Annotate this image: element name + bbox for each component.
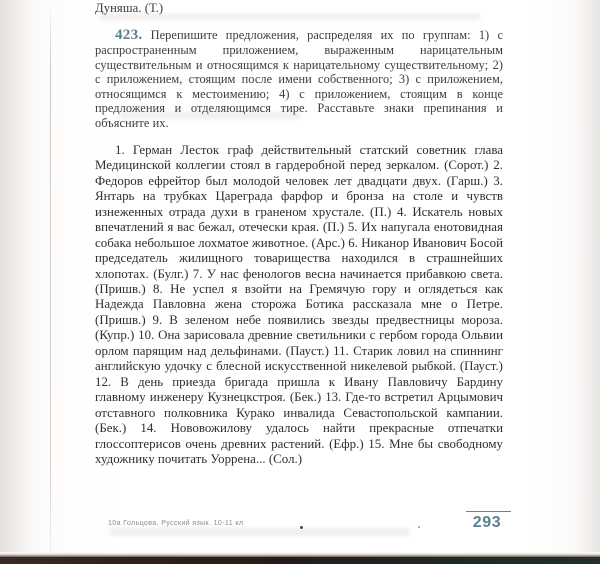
textbook-signature-caption: 10а Гольцова. Русский язык. 10-11 кл bbox=[108, 519, 244, 527]
exercise-instruction-text: Перепишите предложения, распределяя их по группам: 1) с распространенным приложением, выраженным нарицательным существительным и относящимся к нарицательному существительному; 2) с приложением, стоящим после имени собственного; 3) с приложением, относящимся к местоимению; 4) с приложением, стоящим в конце предложения и отделяющимся тире. Расставьте знаки препинания и объясните их. bbox=[95, 28, 503, 130]
exercise-423 bbox=[95, 28, 503, 467]
page-footer bbox=[95, 511, 507, 537]
page-number: 293 bbox=[472, 514, 502, 532]
book-gutter-line bbox=[50, 0, 51, 552]
exercise-number: 423. bbox=[115, 26, 143, 44]
footer-dot-icon bbox=[418, 526, 420, 528]
page-text-column bbox=[95, 0, 503, 480]
page-number-block bbox=[463, 511, 511, 531]
exercise-sentences: 1. Герман Лесток граф действительный статский советник глава Медицинской коллегии стоял в гардеробной перед зеркалом. (Сорот.) 2. Федоров ефрейтор был молодой человек лет двадцати двух. (Гарш.) 3. Янтарь на трубках Цареграда фарфор и бронза на столе и чувств изнеженных отрада духи в граненом хрустале. (П.) 4. Искатель новых впечатлений я вас бежал, отечески края. (П.) 5. Их напугала енотовидная собака небольшое лохматое животное. (Арс.) 6. Никанор Иванович Босой председатель жилищного товарищества находился в страшнейших хлопотах. (Булг.) 7. У нас фенологов весна начинается прибавкою света. (Пришв.) 8. Не успел я взойти на Гремячую гору и оглядеться как Надежда Павловна жена сторожа Ботика рассказала мне о Петре. (Пришв.) 9. В зеленом небе появились звезды предвестницы мороза. (Купр.) 10. Она зарисовала древние светильники с гербом города Ольвии орлом парящим над дельфинами. (Пауст.) 11. Старик ловил на спиннинг английскую удочку с блесной искусственной никелевой рыбкой. (Пауст.) 12. В день приезда бригада пришла к Ивану Павловичу Бардину главному инженеру Кузнецкстроя. (Бек.) 13. Где-то встретил Арцымович отставного полковника Курако инвалида Севастопольской кампании. (Бек.) 14. Нововожилову удалось найти прекрасные отпечатки глоссоптерисов очень древних растений. (Ефр.) 15. Мне бы свободному художнику почитать Уоррена... (Сол.) bbox=[95, 142, 503, 466]
page-number-rule bbox=[466, 511, 511, 512]
previous-exercise-runover: Дуняша. (Т.) bbox=[95, 1, 164, 15]
exercise-instruction-paragraph bbox=[95, 28, 503, 130]
book-gutter-shadow bbox=[0, 0, 52, 552]
page-edge-shadow bbox=[574, 0, 600, 552]
scanner-edge-band bbox=[0, 552, 600, 564]
footer-dot-icon bbox=[300, 526, 303, 529]
